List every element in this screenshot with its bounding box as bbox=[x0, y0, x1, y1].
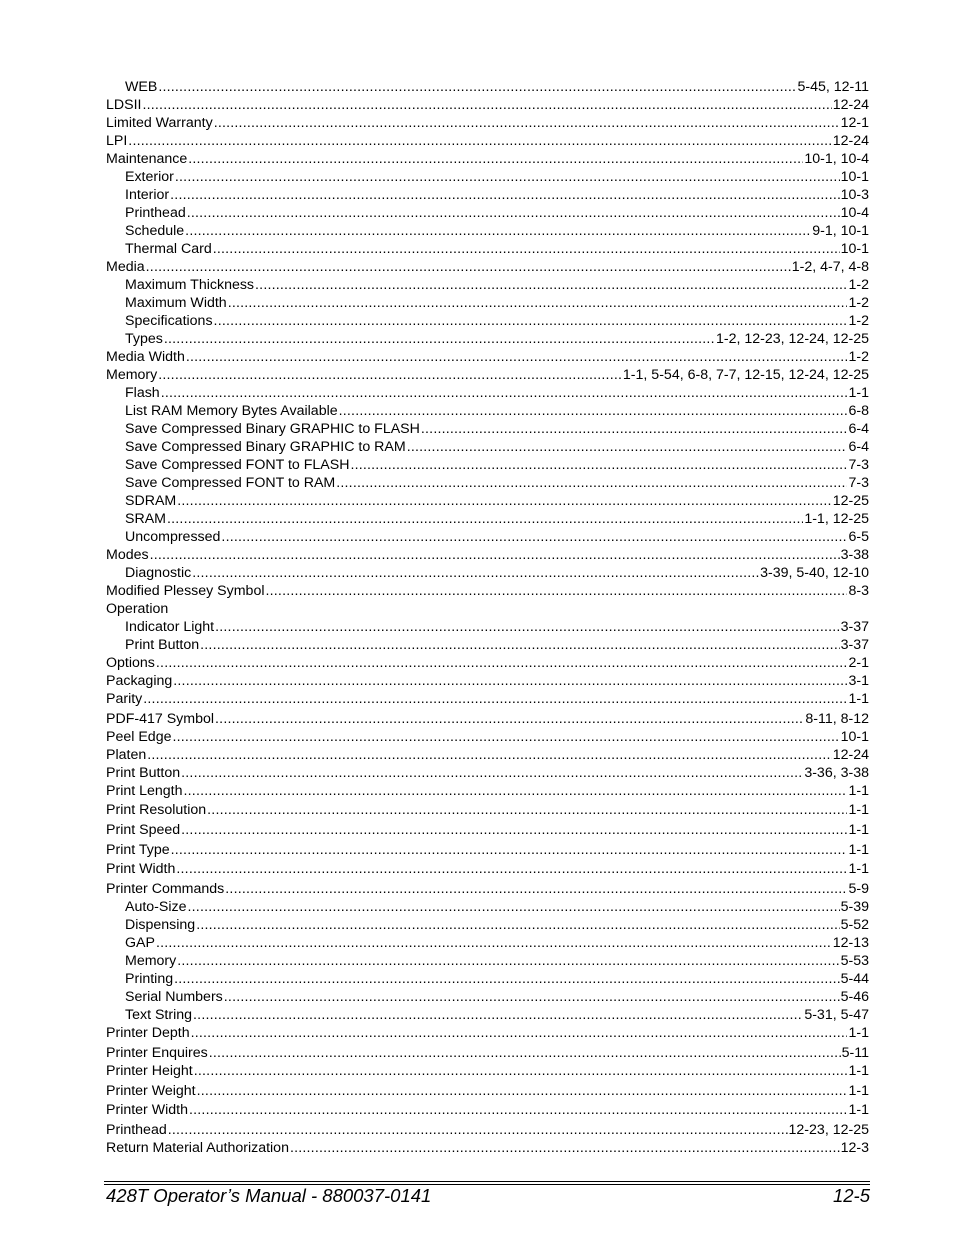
index-page-refs: 1-2, 12-23, 12-24, 12-25 bbox=[715, 331, 869, 347]
index-entry bbox=[106, 114, 869, 132]
index-page-refs: 8-11, 8-12 bbox=[805, 710, 869, 727]
index-term: Print Length bbox=[106, 782, 183, 799]
index-term: SRAM bbox=[125, 511, 166, 527]
index-page-refs: 5-46 bbox=[840, 989, 869, 1006]
dot-leader bbox=[172, 728, 839, 746]
index-page-refs: 5-45, 12-11 bbox=[797, 79, 869, 95]
index-page-refs: 12-24 bbox=[832, 133, 869, 149]
index-term: Save Compressed Binary GRAPHIC to FLASH bbox=[125, 421, 420, 437]
index-term: Peel Edge bbox=[106, 728, 172, 745]
index-term: Print Button bbox=[106, 764, 181, 781]
index-subentry bbox=[106, 294, 869, 312]
index-page-refs: 10-4 bbox=[840, 205, 869, 221]
index-term: Printing bbox=[125, 971, 174, 988]
index-page-refs: 1-2 bbox=[848, 277, 869, 293]
dot-leader bbox=[177, 952, 839, 970]
index-page-refs: 12-23, 12-25 bbox=[788, 1121, 869, 1138]
index-subentry bbox=[106, 636, 869, 654]
dot-leader bbox=[213, 240, 840, 258]
dot-leader bbox=[215, 618, 839, 636]
index-term: Platen bbox=[106, 746, 147, 763]
footer-rule bbox=[104, 1181, 870, 1182]
index-list bbox=[106, 78, 869, 1157]
index-entry bbox=[106, 582, 869, 600]
index-subentry bbox=[106, 564, 869, 582]
index-page-refs: 1-1 bbox=[848, 782, 869, 799]
index-term: Media bbox=[106, 259, 145, 275]
dot-leader bbox=[407, 438, 848, 456]
index-subentry bbox=[106, 898, 869, 916]
dot-leader bbox=[181, 764, 803, 782]
index-page-refs: 3-37 bbox=[840, 637, 869, 653]
index-term: WEB bbox=[125, 79, 158, 95]
index-page-refs: 1-2 bbox=[848, 295, 869, 311]
index-entry bbox=[106, 366, 869, 384]
dot-leader bbox=[158, 366, 622, 384]
index-subentry bbox=[106, 952, 869, 970]
index-subentry bbox=[106, 420, 869, 438]
index-entry bbox=[106, 96, 869, 114]
index-term: Thermal Card bbox=[125, 241, 212, 257]
dot-leader bbox=[181, 821, 847, 841]
dot-leader bbox=[147, 746, 831, 764]
index-entry bbox=[106, 821, 869, 841]
dot-leader bbox=[146, 258, 791, 276]
index-page-refs: 10-1, 10-4 bbox=[804, 151, 869, 167]
index-page-refs: 1-1 bbox=[848, 861, 869, 878]
index-term: Print Width bbox=[106, 861, 176, 878]
index-term: Flash bbox=[125, 385, 160, 401]
dot-leader bbox=[156, 934, 832, 952]
dot-leader bbox=[167, 510, 803, 528]
index-subentry bbox=[106, 384, 869, 402]
footer-page-number: 12-5 bbox=[832, 1185, 870, 1206]
dot-leader bbox=[209, 1044, 841, 1062]
dot-leader bbox=[192, 564, 759, 582]
index-term: Maximum Thickness bbox=[125, 277, 255, 293]
dot-leader bbox=[224, 988, 840, 1006]
index-page-refs: 10-1 bbox=[840, 241, 869, 257]
index-subentry bbox=[106, 618, 869, 636]
dot-leader bbox=[176, 860, 847, 880]
index-term: Modes bbox=[106, 547, 149, 563]
index-entry bbox=[106, 801, 869, 821]
index-subentry bbox=[106, 168, 869, 186]
dot-leader bbox=[150, 546, 840, 564]
index-entry bbox=[106, 654, 869, 672]
index-term: Packaging bbox=[106, 673, 173, 689]
index-entry bbox=[106, 880, 869, 898]
index-subentry bbox=[106, 934, 869, 952]
index-entry bbox=[106, 764, 869, 782]
index-subentry bbox=[106, 276, 869, 294]
index-page-refs: 1-2 bbox=[848, 313, 869, 329]
footer-manual-title: 428T Operator’s Manual - 880037-0141 bbox=[106, 1185, 432, 1206]
index-page-refs: 10-3 bbox=[840, 187, 869, 203]
index-term: Printer Enquires bbox=[106, 1044, 208, 1061]
index-term: Options bbox=[106, 655, 155, 671]
dot-leader bbox=[290, 1139, 840, 1157]
index-term: Print Resolution bbox=[106, 802, 207, 819]
dot-leader bbox=[143, 690, 847, 710]
index-page-refs: 3-37 bbox=[840, 619, 869, 635]
dot-leader bbox=[214, 114, 840, 132]
index-term: SDRAM bbox=[125, 493, 177, 509]
dot-leader bbox=[188, 150, 803, 168]
index-page-refs: 1-1 bbox=[848, 1082, 869, 1099]
index-page-refs: 9-1, 10-1 bbox=[812, 223, 869, 239]
index-subentry bbox=[106, 474, 869, 492]
index-term: Serial Numbers bbox=[125, 989, 223, 1006]
index-term: Print Type bbox=[106, 841, 170, 858]
index-term: PDF-417 Symbol bbox=[106, 710, 215, 727]
dot-leader bbox=[350, 456, 847, 474]
index-page-refs: 1-2 bbox=[848, 349, 869, 365]
index-entry bbox=[106, 600, 869, 618]
index-term: Types bbox=[125, 331, 163, 347]
dot-leader bbox=[189, 1101, 847, 1121]
dot-leader bbox=[175, 168, 840, 186]
index-subentry bbox=[106, 916, 869, 934]
index-page-refs: 1-1 bbox=[848, 802, 869, 819]
index-entry bbox=[106, 710, 869, 728]
dot-leader bbox=[228, 294, 848, 312]
index-term: Printer Width bbox=[106, 1102, 188, 1119]
index-term: Printer Commands bbox=[106, 881, 225, 898]
index-term: Dispensing bbox=[125, 917, 196, 934]
index-page-refs: 3-1 bbox=[848, 673, 869, 689]
dot-leader bbox=[225, 880, 847, 898]
index-term: Printer Height bbox=[106, 1062, 193, 1079]
index-page-refs: 12-3 bbox=[840, 1139, 869, 1156]
index-subentry bbox=[106, 186, 869, 204]
dot-leader bbox=[187, 204, 840, 222]
index-subentry bbox=[106, 222, 869, 240]
dot-leader bbox=[161, 384, 848, 402]
dot-leader bbox=[173, 672, 847, 690]
dot-leader bbox=[191, 1024, 848, 1044]
index-page-refs: 3-39, 5-40, 12-10 bbox=[760, 565, 869, 581]
index-page-refs: 1-1 bbox=[848, 841, 869, 858]
dot-leader bbox=[336, 474, 847, 492]
index-term: Print Speed bbox=[106, 822, 181, 839]
dot-leader bbox=[168, 1121, 788, 1139]
index-term: Specifications bbox=[125, 313, 213, 329]
dot-leader bbox=[421, 420, 848, 438]
dot-leader bbox=[193, 1006, 803, 1024]
index-page-refs: 10-1 bbox=[840, 728, 869, 745]
index-page-refs: 6-4 bbox=[848, 439, 869, 455]
index-page-refs: 12-25 bbox=[832, 493, 869, 509]
index-subentry bbox=[106, 456, 869, 474]
dot-leader bbox=[339, 402, 848, 420]
dot-leader bbox=[200, 636, 839, 654]
index-subentry bbox=[106, 330, 869, 348]
index-term: Media Width bbox=[106, 349, 185, 365]
index-term: Text String bbox=[125, 1007, 193, 1024]
index-page-refs: 5-9 bbox=[848, 881, 869, 898]
index-page-refs: 1-1 bbox=[848, 385, 869, 401]
index-term: Memory bbox=[106, 367, 158, 383]
index-page-refs: 8-3 bbox=[848, 583, 869, 599]
index-page-refs: 1-1 bbox=[848, 822, 869, 839]
index-subentry bbox=[106, 528, 869, 546]
index-term: Uncompressed bbox=[125, 529, 221, 545]
index-page-refs: 12-1 bbox=[840, 115, 869, 131]
index-page-refs: 12-24 bbox=[832, 97, 869, 113]
dot-leader bbox=[185, 222, 811, 240]
index-entry bbox=[106, 1062, 869, 1082]
index-page-refs: 6-8 bbox=[848, 403, 869, 419]
index-page-refs: 1-1 bbox=[848, 691, 869, 707]
dot-leader bbox=[221, 528, 847, 546]
index-term: Diagnostic bbox=[125, 565, 192, 581]
index-term: Limited Warranty bbox=[106, 115, 213, 131]
index-subentry bbox=[106, 510, 869, 528]
index-subentry bbox=[106, 204, 869, 222]
index-page-refs: 6-5 bbox=[848, 529, 869, 545]
index-page-refs: 5-52 bbox=[840, 917, 869, 934]
dot-leader bbox=[128, 132, 831, 150]
index-page-refs: 1-1 bbox=[848, 1102, 869, 1119]
index-term: Parity bbox=[106, 691, 143, 707]
index-term: Print Button bbox=[125, 637, 200, 653]
index-page-refs: 12-13 bbox=[832, 935, 869, 952]
index-page-refs: 2-1 bbox=[848, 655, 869, 671]
index-term: Operation bbox=[106, 601, 169, 617]
index-term: Maximum Width bbox=[125, 295, 227, 311]
index-term: Printhead bbox=[106, 1121, 167, 1138]
dot-leader bbox=[215, 710, 804, 728]
index-page-refs: 1-1 bbox=[848, 1025, 869, 1042]
index-term: Save Compressed FONT to FLASH bbox=[125, 457, 350, 473]
dot-leader bbox=[207, 801, 847, 821]
index-entry bbox=[106, 1101, 869, 1121]
dot-leader bbox=[174, 970, 839, 988]
index-term: GAP bbox=[125, 935, 155, 952]
index-subentry bbox=[106, 970, 869, 988]
index-page-refs: 5-11 bbox=[841, 1044, 869, 1061]
dot-leader bbox=[184, 782, 848, 802]
index-entry bbox=[106, 1024, 869, 1044]
dot-leader bbox=[177, 492, 831, 510]
index-subentry bbox=[106, 312, 869, 330]
dot-leader bbox=[142, 96, 831, 114]
dot-leader bbox=[214, 312, 848, 330]
dot-leader bbox=[170, 186, 839, 204]
dot-leader bbox=[188, 898, 840, 916]
index-subentry bbox=[106, 240, 869, 258]
index-page-refs: 10-1 bbox=[840, 169, 869, 185]
index-entry bbox=[106, 1044, 869, 1062]
index-page-refs: 1-1, 12-25 bbox=[804, 511, 869, 527]
index-page-refs: 1-2, 4-7, 4-8 bbox=[791, 259, 869, 275]
index-subentry bbox=[106, 402, 869, 420]
index-entry bbox=[106, 132, 869, 150]
index-subentry bbox=[106, 78, 869, 96]
index-entry bbox=[106, 546, 869, 564]
index-entry bbox=[106, 348, 869, 366]
index-page-refs: 5-44 bbox=[840, 971, 869, 988]
index-entry bbox=[106, 728, 869, 746]
index-entry bbox=[106, 690, 869, 710]
index-term: Indicator Light bbox=[125, 619, 215, 635]
dot-leader bbox=[156, 654, 848, 672]
index-entry bbox=[106, 1082, 869, 1102]
dot-leader bbox=[171, 841, 848, 861]
index-entry bbox=[106, 746, 869, 764]
index-page-refs: 3-38 bbox=[840, 547, 869, 563]
index-page-refs: 12-24 bbox=[832, 746, 869, 763]
index-page-refs: 1-1 bbox=[848, 1062, 869, 1079]
index-entry bbox=[106, 1139, 869, 1157]
dot-leader bbox=[186, 348, 848, 366]
index-page-refs: 3-36, 3-38 bbox=[804, 764, 869, 781]
index-page-refs: 5-31, 5-47 bbox=[804, 1007, 869, 1024]
dot-leader bbox=[164, 330, 715, 348]
index-term: LDSII bbox=[106, 97, 142, 113]
index-term: Schedule bbox=[125, 223, 185, 239]
dot-leader bbox=[194, 1062, 848, 1082]
index-term: List RAM Memory Bytes Available bbox=[125, 403, 338, 419]
index-term: Return Material Authorization bbox=[106, 1139, 289, 1156]
index-term: Printer Weight bbox=[106, 1082, 196, 1099]
index-term: Save Compressed Binary GRAPHIC to RAM bbox=[125, 439, 406, 455]
index-page-refs: 1-1, 5-54, 6-8, 7-7, 12-15, 12-24, 12-25 bbox=[622, 367, 869, 383]
index-term: Interior bbox=[125, 187, 170, 203]
index-term: LPI bbox=[106, 133, 128, 149]
dot-leader bbox=[197, 1082, 848, 1102]
index-page-refs: 7-3 bbox=[848, 475, 869, 491]
index-term: Maintenance bbox=[106, 151, 188, 167]
index-term: Printhead bbox=[125, 205, 186, 221]
dot-leader bbox=[266, 582, 848, 600]
index-term: Modified Plessey Symbol bbox=[106, 583, 265, 599]
dot-leader bbox=[255, 276, 847, 294]
index-subentry bbox=[106, 1006, 869, 1024]
index-entry bbox=[106, 672, 869, 690]
index-entry bbox=[106, 150, 869, 168]
index-subentry bbox=[106, 492, 869, 510]
index-term: Auto-Size bbox=[125, 899, 187, 916]
index-page-refs: 7-3 bbox=[848, 457, 869, 473]
index-subentry bbox=[106, 438, 869, 456]
dot-leader bbox=[158, 78, 796, 96]
index-term: Printer Depth bbox=[106, 1025, 190, 1042]
index-term: Save Compressed FONT to RAM bbox=[125, 475, 336, 491]
index-entry bbox=[106, 258, 869, 276]
index-entry bbox=[106, 841, 869, 861]
dot-leader bbox=[196, 916, 839, 934]
index-page-refs: 5-39 bbox=[840, 899, 869, 916]
index-entry bbox=[106, 1121, 869, 1139]
index-subentry bbox=[106, 988, 869, 1006]
index-term: Exterior bbox=[125, 169, 174, 185]
index-page-refs: 6-4 bbox=[848, 421, 869, 437]
index-entry bbox=[106, 860, 869, 880]
index-entry bbox=[106, 782, 869, 802]
index-term: Memory bbox=[125, 953, 177, 970]
index-page-refs: 5-53 bbox=[840, 953, 869, 970]
